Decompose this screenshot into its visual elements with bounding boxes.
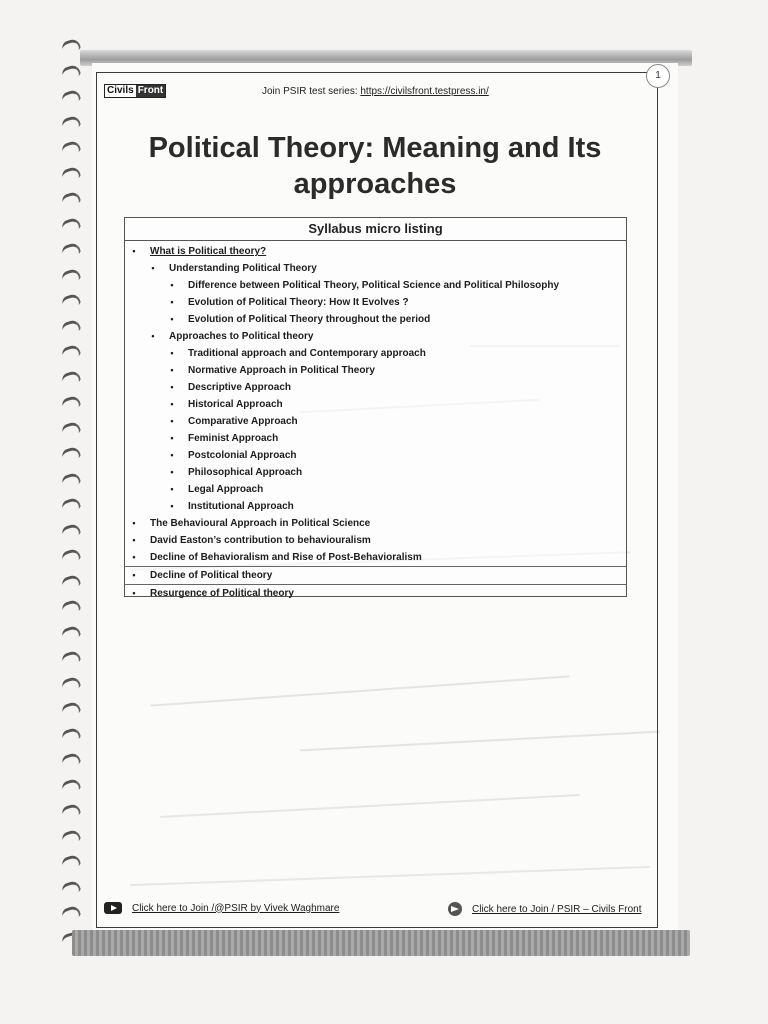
spiral-ring — [61, 140, 82, 157]
syllabus-item — [125, 566, 626, 585]
bullet-icon: • — [170, 297, 174, 307]
header-line — [262, 86, 489, 97]
spiral-ring — [61, 905, 82, 922]
bullet-icon: • — [132, 518, 136, 528]
spiral-ring — [61, 701, 82, 718]
header-prefix: Join PSIR test series: — [262, 86, 361, 97]
youtube-join-link[interactable]: Click here to Join /@PSIR by Vivek Waghmare — [132, 902, 340, 914]
spiral-ring — [61, 854, 82, 871]
syllabus-item — [125, 585, 626, 602]
syllabus-item-text: The Behavioural Approach in Political Science — [150, 518, 371, 529]
syllabus-item — [125, 464, 626, 481]
binding-strip-bottom — [72, 930, 690, 956]
spiral-ring — [61, 522, 82, 539]
spiral-ring — [61, 828, 82, 845]
bullet-icon: • — [170, 365, 174, 375]
spiral-ring — [61, 318, 82, 335]
spiral-binding — [56, 40, 86, 980]
syllabus-item-text: Evolution of Political Theory: How It Evolves ? — [188, 297, 409, 308]
spiral-ring — [61, 497, 82, 514]
syllabus-item — [125, 481, 626, 498]
syllabus-item-text: Historical Approach — [188, 399, 283, 410]
bullet-icon: • — [170, 450, 174, 460]
footer-right — [448, 902, 642, 916]
spiral-ring — [61, 165, 82, 182]
spiral-ring — [61, 624, 82, 641]
page-title: Political Theory: Meaning and Its approaches — [148, 132, 602, 200]
bullet-icon: • — [170, 433, 174, 443]
syllabus-item — [125, 396, 626, 413]
bullet-icon: • — [132, 588, 136, 598]
syllabus-item-text: Difference between Political Theory, Political Science and Political Philosophy — [188, 280, 560, 291]
spiral-ring — [61, 446, 82, 463]
syllabus-item-text: Philosophical Approach — [188, 467, 303, 478]
bullet-icon: • — [132, 535, 136, 545]
test-series-link[interactable]: https://civilsfront.testpress.in/ — [360, 86, 489, 97]
bullet-icon: • — [151, 331, 155, 341]
spiral-ring — [61, 803, 82, 820]
spiral-ring — [61, 267, 82, 284]
spiral-ring — [61, 675, 82, 692]
bullet-icon: • — [170, 399, 174, 409]
spiral-ring — [61, 216, 82, 233]
syllabus-item-text: Traditional approach and Contemporary approach — [188, 348, 426, 359]
syllabus-item — [125, 294, 626, 311]
bullet-icon: • — [151, 263, 155, 273]
youtube-icon[interactable] — [104, 902, 122, 914]
spiral-ring — [61, 89, 82, 106]
spiral-ring — [61, 879, 82, 896]
syllabus-item-text: Decline of Political theory — [150, 570, 273, 581]
syllabus-item — [125, 379, 626, 396]
spiral-ring — [61, 650, 82, 667]
footer-left — [104, 902, 339, 914]
spiral-ring — [61, 242, 82, 259]
syllabus-item-text: Descriptive Approach — [188, 382, 291, 393]
syllabus-item — [125, 532, 626, 549]
spiral-ring — [61, 344, 82, 361]
telegram-join-link[interactable]: Click here to Join / PSIR – Civils Front — [472, 903, 642, 915]
bullet-icon: • — [170, 484, 174, 494]
syllabus-box — [124, 217, 627, 597]
syllabus-list — [125, 241, 626, 602]
syllabus-item-text: Decline of Behavioralism and Rise of Post-Behavioralism — [150, 552, 422, 563]
syllabus-item-text: Understanding Political Theory — [169, 263, 317, 274]
syllabus-item — [125, 549, 626, 566]
syllabus-item — [125, 260, 626, 277]
syllabus-item — [125, 311, 626, 328]
syllabus-item — [125, 345, 626, 362]
syllabus-item — [125, 447, 626, 464]
syllabus-heading: Syllabus micro listing — [125, 218, 626, 241]
syllabus-item — [125, 515, 626, 532]
syllabus-item — [125, 413, 626, 430]
spiral-ring — [61, 777, 82, 794]
syllabus-item-text: Resurgence of Political theory — [150, 588, 294, 599]
syllabus-item-text: David Easton’s contribution to behaviouralism — [150, 535, 371, 546]
syllabus-item-text: Legal Approach — [188, 484, 264, 495]
spiral-ring — [61, 548, 82, 565]
syllabus-item-text: Evolution of Political Theory throughout the period — [188, 314, 431, 325]
syllabus-item — [125, 430, 626, 447]
bullet-icon: • — [132, 570, 136, 580]
syllabus-item — [125, 328, 626, 345]
syllabus-item-text: Postcolonial Approach — [188, 450, 297, 461]
bullet-icon: • — [132, 246, 136, 256]
syllabus-item — [125, 362, 626, 379]
spiral-ring — [61, 293, 82, 310]
bullet-icon: • — [170, 280, 174, 290]
syllabus-item-text: Approaches to Political theory — [169, 331, 314, 342]
syllabus-item — [125, 277, 626, 294]
bullet-icon: • — [170, 314, 174, 324]
syllabus-item-text: Comparative Approach — [188, 416, 298, 427]
spiral-ring — [61, 471, 82, 488]
spiral-ring — [61, 420, 82, 437]
spiral-ring — [61, 599, 82, 616]
page-number: 1 — [646, 64, 670, 88]
bullet-icon: • — [132, 552, 136, 562]
civils-front-logo — [104, 84, 166, 98]
telegram-icon[interactable] — [448, 902, 462, 916]
spiral-ring — [61, 38, 82, 55]
spiral-ring — [61, 752, 82, 769]
logo-part-2: Front — [137, 85, 164, 96]
logo-part-1: Civils — [107, 85, 134, 96]
spiral-ring — [61, 369, 82, 386]
bullet-icon: • — [170, 382, 174, 392]
bullet-icon: • — [170, 467, 174, 477]
syllabus-item-text: Feminist Approach — [188, 433, 279, 444]
spiral-ring — [61, 726, 82, 743]
syllabus-item-text: What is Political theory? — [150, 246, 267, 257]
syllabus-item-text: Normative Approach in Political Theory — [188, 365, 375, 376]
spiral-ring — [61, 573, 82, 590]
spiral-ring — [61, 191, 82, 208]
spiral-ring — [61, 395, 82, 412]
bullet-icon: • — [170, 416, 174, 426]
spiral-ring — [61, 63, 82, 80]
spiral-ring — [61, 114, 82, 131]
syllabus-item — [125, 243, 626, 260]
syllabus-item-text: Institutional Approach — [188, 501, 294, 512]
syllabus-item — [125, 498, 626, 515]
bullet-icon: • — [170, 501, 174, 511]
bullet-icon: • — [170, 348, 174, 358]
